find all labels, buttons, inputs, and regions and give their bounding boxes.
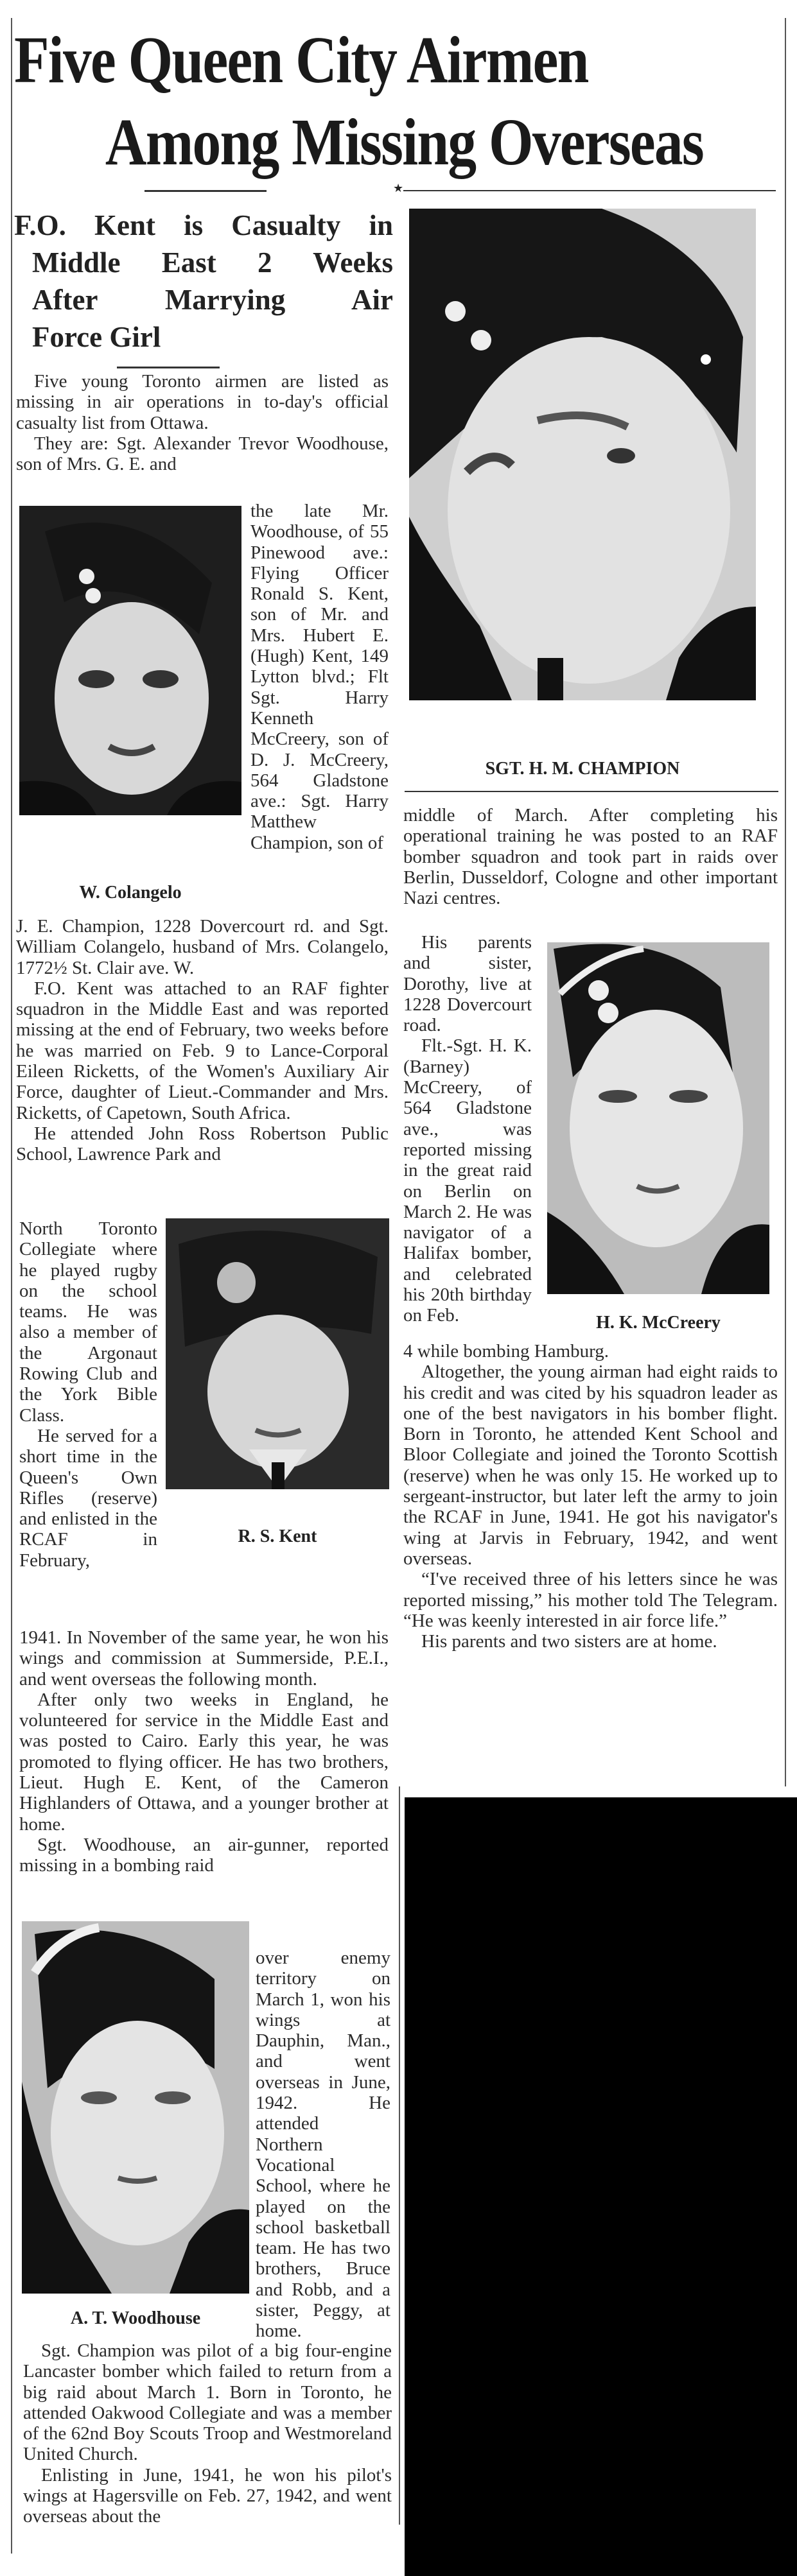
- paragraph-champion-enlist: Enlisting in June, 1941, he won his pilot's wings at Hagersville on Feb. 27, 1942, and went overseas about the: [23, 2464, 392, 2527]
- paragraph-they-are: They are: Sgt. Alexander Trevor Woodhouse, son of Mrs. G. E. and: [16, 433, 389, 475]
- paragraph-kent-served-cont: 1941. In November of the same year, he won his wings and commission at Summerside, P.E.I., and went overseas the following month.: [19, 1627, 389, 1690]
- photo-colangelo: [19, 506, 241, 815]
- photo-kent: [166, 1218, 389, 1489]
- paragraph-kent-school-cont: North Toronto Collegiate where he played rugby on the school teams. He was also a member of the Argonaut Rowing Club and the York Bible Class.: [19, 1218, 157, 1426]
- paragraph-woodhouse: Sgt. Woodhouse, an air-gunner, reported missing in a bombing raid: [19, 1834, 389, 1876]
- article-block-kent: [16, 916, 389, 1165]
- caption-mccreery: H. K. McCreery: [596, 1313, 721, 1333]
- paragraph-champion-cont: middle of March. After completing his operational training he was posted to an RAF bomber squadron and took part in raids over Berlin, Dusseldorf, Cologne and other important Nazi centres.: [403, 805, 778, 909]
- paragraph-they-are-end: J. E. Champion, 1228 Dovercourt rd. and Sgt. William Colangelo, husband of Mrs. Colangelo, 1772½ St. Clair ave. W.: [16, 916, 389, 978]
- caption-rule: [405, 791, 778, 792]
- photo-woodhouse: [22, 1921, 249, 2294]
- paragraph-kent-england: After only two weeks in England, he volunteered for service in the Middle East and was posted to Cairo. Early this year, he was promoted to flying officer. He has two brothers, Lieut. Hugh E. Kent, of the Cameron Highlanders of Ottawa, and a younger brother at home.: [19, 1689, 389, 1835]
- photo-mccreery: [547, 942, 769, 1294]
- article-wrap-kent: [19, 1218, 157, 1571]
- headline-line-2: Among Missing Overseas: [105, 105, 703, 179]
- portrait-image: [22, 1921, 249, 2294]
- paragraph-mccreery: Flt.-Sgt. H. K. (Barney) McCreery, of 564 Gladstone ave., was reported missing in the great raid on Berlin on March 2. He was navigator of a Halifax bomber, and celebrated his 20th birthday on Feb.: [403, 1035, 532, 1326]
- caption-woodhouse: A. T. Woodhouse: [70, 2308, 201, 2328]
- article-wrap-mccreery: [403, 932, 532, 1326]
- headline: [14, 19, 703, 184]
- paragraph-kent-school: He attended John Ross Robertson Public School, Lawrence Park and: [16, 1123, 389, 1165]
- article-wrap-woodhouse: [256, 1948, 390, 2342]
- subhead-rule: [117, 367, 220, 368]
- portrait-image: [166, 1218, 389, 1489]
- headline-line-1: Five Queen City Airmen: [14, 23, 588, 97]
- article-block-champion: [23, 2340, 392, 2527]
- caption-champion: SGT. H. M. CHAMPION: [485, 759, 680, 779]
- paragraph-mccreery-record: Altogether, the young airman had eight raids to his credit and was cited by his squadron leader as one of the best navigators in his bomber flight. Born in Toronto, he attended Kent School and Bloor Collegiate and joined the Toronto Scottish (reserve) when he was only 15. He worked up to sergeant-instructor, but later left the army to join the RCAF in June, 1941. He got his navigator's wing at Jarvis in February, 1942, and went overseas.: [403, 1361, 778, 1569]
- caption-kent: R. S. Kent: [238, 1526, 317, 1546]
- paragraph-mccreery-family: His parents and two sisters are at home.: [421, 1631, 717, 1652]
- subheadline: [14, 207, 393, 356]
- paragraph-mccreery-quote: “I've received three of his letters since he was reported missing,” his mother told The Telegram. “He was keenly interested in air force life.”: [403, 1569, 778, 1631]
- caption-colangelo: W. Colangelo: [79, 883, 182, 903]
- paragraph-they-are-cont: the late Mr. Woodhouse, of 55 Pinewood ave.: Flying Officer Ronald S. Kent, son of Mr. and Mrs. Hubert E. (Hugh) Kent, 149 Lytton blvd.; Flt Sgt. Harry Kenneth McCreery, son of D. J. McCreery, 564 Gladstone ave.: Sgt. Harry Matthew Champion, son of: [250, 501, 389, 853]
- column-border-left: [11, 18, 12, 2554]
- star-ornament-icon: ★: [393, 182, 404, 194]
- article-block-mccreery: [403, 1341, 778, 1652]
- paragraph-intro: Five young Toronto airmen are listed as missing in air operations in to-day's official casualty list from Ottawa.: [16, 371, 389, 433]
- column-border-right: [785, 18, 786, 1786]
- subhead-line: Middle East 2 Weeks: [32, 246, 393, 279]
- paragraph-champion-pilot: Sgt. Champion was pilot of a big four-engine Lancaster bomber which failed to return from a big raid about March 1. Born in Toronto, he attended Oakwood Collegiate and was a member of the 62nd Boy Scouts Troop and Westmoreland United Church.: [23, 2340, 392, 2465]
- portrait-image: [19, 506, 241, 815]
- paragraph-mccreery-cont: 4 while bombing Hamburg.: [403, 1341, 609, 1361]
- article-block-kent-2: [19, 1627, 389, 1876]
- portrait-image: [409, 209, 756, 700]
- paragraph-champion-family: His parents and sister, Dorothy, live at 1228 Dovercourt road.: [403, 932, 532, 1036]
- subhead-line: F.O. Kent is Casualty in: [14, 209, 393, 241]
- photo-champion: [409, 209, 756, 700]
- column-divider: [399, 1786, 400, 2525]
- subhead-line: Force Girl: [32, 321, 161, 353]
- paragraph-woodhouse-cont: over enemy territory on March 1, won his wings at Dauphin, Man., and went overseas in June, 1942. He attended Northern Vocational School, where he played on the school basketball team. He has two brothers, Bruce and Robb, and a sister, Peggy, at home.: [256, 1948, 390, 2342]
- headline-rule-left: [145, 190, 267, 192]
- paragraph-kent-served: He served for a short time in the Queen's Own Rifles (reserve) and enlisted in the RCAF in February,: [19, 1425, 157, 1571]
- article-intro: [16, 371, 389, 474]
- redacted-block: [405, 1797, 797, 2576]
- subhead-line: After Marrying Air: [32, 284, 393, 316]
- portrait-image: [547, 942, 769, 1294]
- article-block-champion-cont: [403, 805, 778, 908]
- headline-rule-right: [403, 190, 776, 191]
- article-wrap-colangelo: [250, 501, 389, 853]
- paragraph-kent-attached: F.O. Kent was attached to an RAF fighter squadron in the Middle East and was reported missing at the end of February, two weeks before he was married on Feb. 9 to Lance-Corporal Eileen Ricketts, of the Women's Auxiliary Air Force, daughter of Lieut.-Commander and Mrs. Ricketts, of Capetown, South Africa.: [16, 978, 389, 1123]
